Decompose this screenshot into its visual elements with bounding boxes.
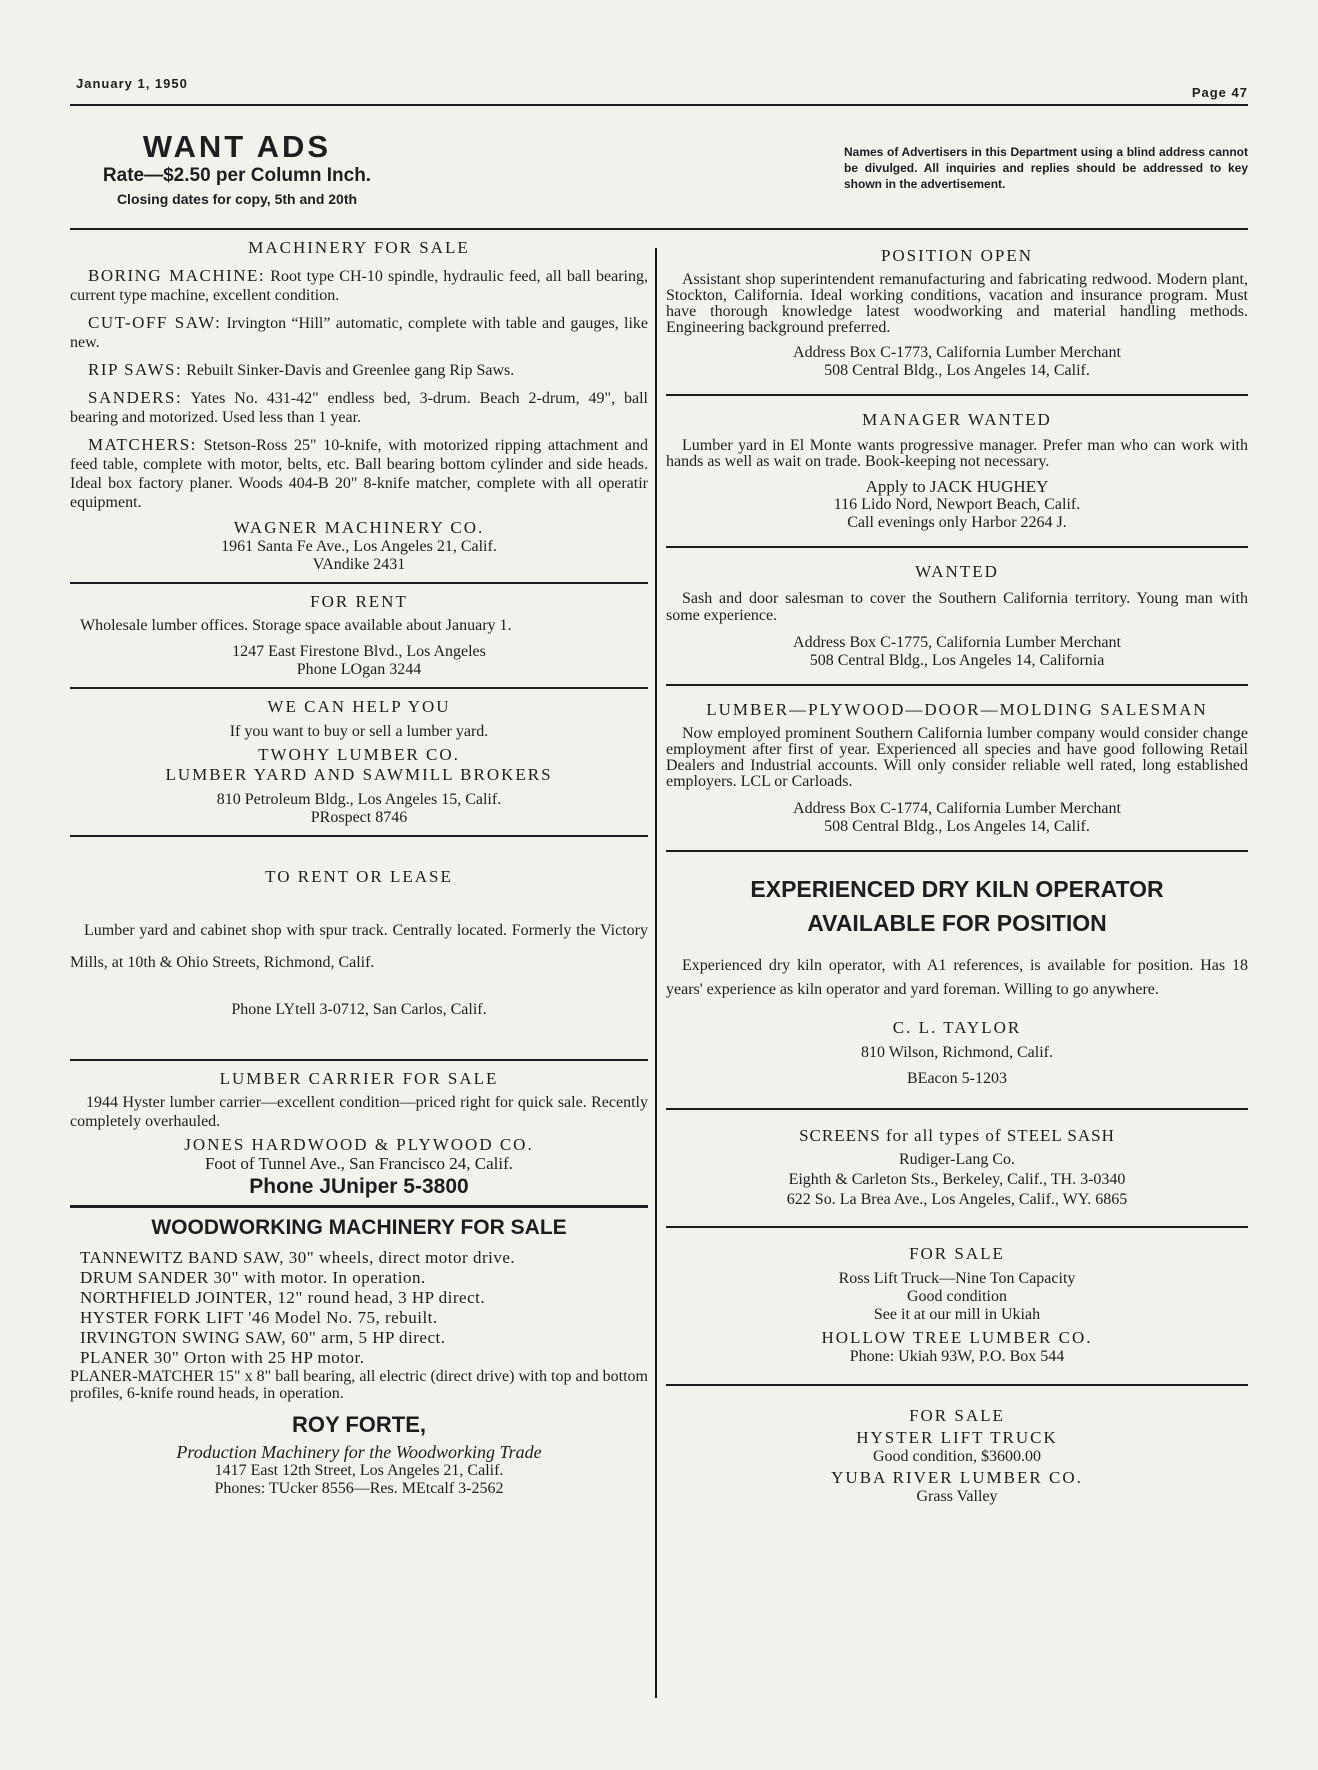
company-name: ROY FORTE,: [291, 1412, 427, 1437]
ad-machinery-for-sale: [70, 238, 648, 574]
ad-title: WOODWORKING MACHINERY FOR SALE: [151, 1216, 567, 1239]
company-phone: Phone: Ukiah 93W, P.O. Box 544: [849, 1348, 1065, 1365]
page-number: Page 47: [1191, 85, 1248, 100]
company-phone: Phone JUniper 5-3800: [249, 1175, 469, 1198]
advertiser-notice: Names of Advertisers in this Department using a blind address cannot be divulged. All inquiries and replies should be addressed to key shown in the advertisement.: [844, 145, 1248, 191]
apply-to: Apply to JACK HUGHEY: [865, 477, 1049, 496]
list-item: IRVINGTON SWING SAW, 60" arm, 5 HP direct.: [80, 1328, 446, 1347]
ad-line: See it at our mill in Ukiah: [873, 1306, 1041, 1323]
item-lead: RIP SAWS:: [88, 360, 183, 379]
company-address: Eighth & Carleton Sts., Berkeley, Calif., TH. 3-0340: [788, 1171, 1126, 1188]
ad-address: 508 Central Bldg., Los Angeles 14, Calif.: [824, 818, 1090, 835]
ad-body: Assistant shop superintendent remanufacturing and fabricating redwood. Modern plant, Stockton, California. Ideal working conditions, vacation and insurance program. Must have thorough knowledge latest woodworking and material handling methods. Engineering background preferred.: [666, 271, 1248, 336]
ad-title: FOR RENT: [310, 592, 408, 611]
ad-item: [70, 360, 648, 380]
company-name: TWOHY LUMBER CO.: [258, 745, 460, 764]
ad-body: Lumber yard in El Monte wants progressive manager. Prefer man who can work with hands as well as wait on trade. Book-keeping not necessary.: [666, 437, 1248, 470]
item-text: Rebuilt Sinker-Davis and Greenlee gang Rip Saws.: [182, 362, 515, 379]
ad-line: Ross Lift Truck—Nine Ton Capacity: [838, 1270, 1076, 1287]
company-address: 1961 Santa Fe Ave., Los Angeles 21, Calif.: [221, 538, 497, 555]
ad-wanted: [666, 548, 1248, 670]
list-item: HYSTER FORK LIFT '46 Model No. 75, rebuilt.: [80, 1308, 438, 1327]
ad-subtitle: AVAILABLE FOR POSITION: [807, 910, 1107, 936]
ad-item: [70, 435, 648, 512]
ad-position-open: [666, 246, 1248, 380]
ad-rent-or-lease: [70, 837, 648, 1019]
header-rule: [70, 104, 1248, 106]
ad-title: EXPERIENCED DRY KILN OPERATOR: [750, 876, 1164, 902]
company-name: Rudiger-Lang Co.: [898, 1151, 1016, 1168]
ad-we-can-help: [70, 689, 648, 827]
ad-body: Wholesale lumber offices. Storage space available about January 1.: [80, 617, 512, 634]
left-column: [70, 238, 648, 1498]
ad-for-sale-hyster: [666, 1386, 1248, 1506]
ad-body: 1944 Hyster lumber carrier—excellent condition—priced right for quick sale. Recently completely overhauled.: [70, 1094, 648, 1130]
ad-lumber-carrier: [70, 1061, 648, 1199]
ad-phone: Phone LYtell 3-0712, San Carlos, Calif.: [231, 1001, 487, 1018]
company-name: YUBA RIVER LUMBER CO.: [831, 1468, 1083, 1487]
ad-title: FOR SALE: [909, 1244, 1005, 1263]
column-divider: [655, 248, 657, 1698]
machine-list: [70, 1248, 648, 1368]
list-item: NORTHFIELD JOINTER, 12" round head, 3 HP direct.: [80, 1288, 486, 1307]
title-rule: [70, 228, 1248, 230]
company-subtitle: LUMBER YARD AND SAWMILL BROKERS: [165, 765, 553, 784]
item-lead: SANDERS:: [88, 388, 183, 407]
company-address: 622 So. La Brea Ave., Los Angeles, Calif., WY. 6865: [786, 1191, 1128, 1208]
item-text: Stetson-Ross 25" 10-knife, with motorized ripping attachment and feed table, complete with motor, belts, etc. Ball bearing bottom cylinder and side heads. Ideal box factory planer. Woods 404-B 20" 8-knife matcher, complete with all operatir equipment.: [70, 437, 648, 511]
ad-title: MACHINERY FOR SALE: [248, 238, 470, 257]
ad-phone: Call evenings only Harbor 2264 J.: [847, 514, 1067, 531]
item-text: Irvington “Hill” automatic, complete with table and gauges, like new.: [70, 315, 648, 351]
ad-title: LUMBER CARRIER FOR SALE: [219, 1069, 499, 1088]
company-phone: VAndike 2431: [312, 556, 406, 573]
ad-title: POSITION OPEN: [880, 246, 1034, 265]
ad-title: TO RENT OR LEASE: [265, 867, 453, 886]
closing-dates: Closing dates for copy, 5th and 20th: [116, 191, 358, 207]
ad-address: 508 Central Bldg., Los Angeles 14, California: [809, 652, 1105, 669]
company-name: JONES HARDWOOD & PLYWOOD CO.: [184, 1135, 534, 1154]
ad-item: [70, 388, 648, 427]
ad-item: [70, 313, 648, 352]
ad-for-rent: [70, 584, 648, 679]
ad-body: Lumber yard and cabinet shop with spur track. Centrally located. Formerly the Victory Mills, at 10th & Ohio Streets, Richmond, Calif.: [70, 922, 648, 971]
ad-title: SCREENS for all types of STEEL SASH: [799, 1126, 1115, 1145]
ad-title: FOR SALE: [909, 1406, 1005, 1425]
ad-line: Good condition, $3600.00: [873, 1448, 1041, 1465]
ad-woodworking-machinery: [70, 1208, 648, 1498]
issue-date: January 1, 1950: [76, 76, 188, 91]
item-lead: CUT-OFF SAW:: [88, 313, 222, 332]
list-item: PLANER-MATCHER 15" x 8" ball bearing, all electric (direct drive) with top and bottom profiles, 6-knife round heads, in operation.: [70, 1368, 648, 1402]
ad-address: 508 Central Bldg., Los Angeles 14, Calif.: [824, 362, 1090, 379]
ad-title: WE CAN HELP YOU: [267, 697, 451, 716]
ad-body: Now employed prominent Southern California lumber company would consider change employment after first of year. Experienced all species and have good following Retail Dealers and Industrial accounts. Will only consider reliable well rated, long established employers. LCL or Carloads.: [666, 725, 1248, 790]
ad-salesman: [666, 686, 1248, 836]
list-item: DRUM SANDER 30" with motor. In operation.: [80, 1268, 426, 1287]
ad-address: Address Box C-1774, California Lumber Merchant: [793, 800, 1121, 817]
ad-line: Good condition: [907, 1288, 1007, 1305]
ad-item: [70, 266, 648, 305]
ad-manager-wanted: [666, 396, 1248, 532]
ad-line: HYSTER LIFT TRUCK: [856, 1428, 1058, 1447]
list-item: TANNEWITZ BAND SAW, 30" wheels, direct motor drive.: [80, 1248, 516, 1267]
ad-address: Address Box C-1775, California Lumber Merchant: [793, 634, 1121, 651]
ad-address: 116 Lido Nord, Newport Beach, Calif.: [833, 496, 1081, 513]
company-location: Grass Valley: [916, 1488, 998, 1505]
company-address: Foot of Tunnel Ave., San Francisco 24, Calif.: [204, 1154, 514, 1173]
item-text: Root type CH-10 spindle, hydraulic feed, all ball bearing, current type machine, excellent condition.: [70, 268, 648, 304]
item-lead: BORING MACHINE:: [88, 266, 266, 285]
ad-title: MANAGER WANTED: [862, 410, 1052, 429]
ad-title: WANTED: [915, 562, 999, 581]
ad-address: 1247 East Firestone Blvd., Los Angeles: [232, 643, 486, 660]
right-column: [666, 246, 1248, 1506]
contact-phone: BEacon 5-1203: [907, 1070, 1007, 1087]
ad-phone: Phone LOgan 3244: [296, 661, 422, 678]
company-phone: Phones: TUcker 8556—Res. MEtcalf 3-2562: [214, 1480, 504, 1497]
contact-name: C. L. TAYLOR: [892, 1018, 1022, 1037]
item-text: Yates No. 431-42" endless bed, 3-drum. Beach 2-drum, 49", ball bearing and motorized. Used less than 1 year.: [70, 390, 648, 426]
company-address: 810 Petroleum Bldg., Los Angeles 15, Calif.: [216, 791, 502, 808]
ad-dry-kiln-operator: [666, 852, 1248, 1092]
ad-screens: [666, 1110, 1248, 1210]
rate-line: Rate—$2.50 per Column Inch.: [102, 165, 372, 186]
item-lead: MATCHERS:: [88, 435, 197, 454]
ad-title: LUMBER—PLYWOOD—DOOR—MOLDING SALESMAN: [706, 700, 1208, 719]
company-name: WAGNER MACHINERY CO.: [233, 518, 485, 537]
ad-for-sale-ross-lift: [666, 1228, 1248, 1366]
company-tagline: Production Machinery for the Woodworking Trade: [176, 1442, 542, 1462]
ad-body: If you want to buy or sell a lumber yard.: [229, 723, 489, 740]
contact-address: 810 Wilson, Richmond, Calif.: [861, 1044, 1053, 1061]
ad-address: Address Box C-1773, California Lumber Merchant: [793, 344, 1121, 361]
company-address: 1417 East 12th Street, Los Angeles 21, Calif.: [214, 1462, 504, 1479]
ad-body: Sash and door salesman to cover the Southern California territory. Young man with some experience.: [666, 590, 1248, 624]
section-title: WANT ADS: [142, 129, 332, 164]
company-name: HOLLOW TREE LUMBER CO.: [821, 1328, 1093, 1347]
company-phone: PRospect 8746: [310, 809, 408, 826]
list-item: PLANER 30" Orton with 25 HP motor.: [80, 1348, 365, 1367]
want-ads-title-block: [72, 130, 402, 210]
ad-body: Experienced dry kiln operator, with A1 references, is available for position. Has 18 years' experience as kiln operator and yard foreman. Willing to go anywhere.: [666, 957, 1248, 998]
